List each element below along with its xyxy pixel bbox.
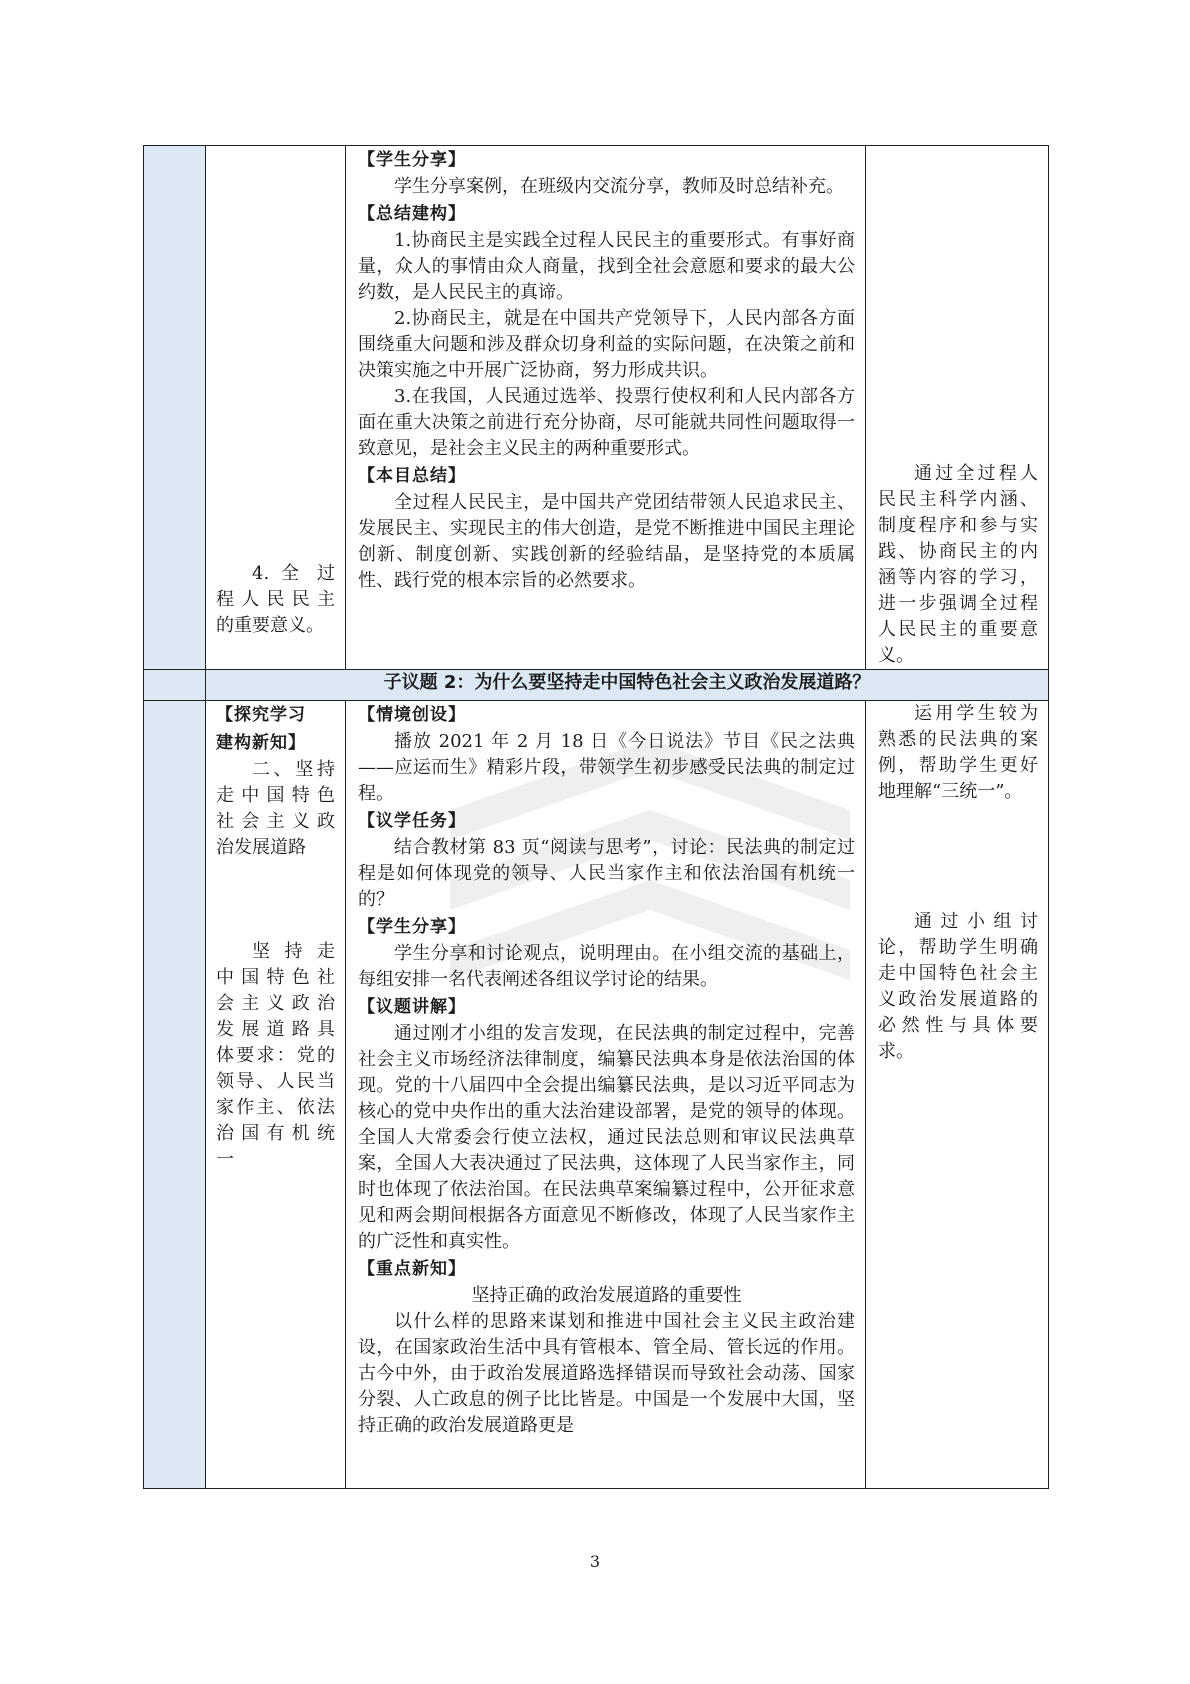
activity-cell xyxy=(346,701,866,1489)
lesson-plan-table xyxy=(143,145,1049,1489)
inquiry-heading: 建构新知】 xyxy=(216,733,306,753)
inquiry-heading: 【探究学习 xyxy=(216,705,306,725)
block-heading: 【议题讲解】 xyxy=(358,997,466,1017)
block-heading: 【情境创设】 xyxy=(358,705,466,725)
design-intent-text: 运用学生较为熟悉的民法典的案例，帮助学生更好地理解“三统一”。 xyxy=(878,703,1038,802)
focus-title: 坚持正确的政治发展道路的重要性 xyxy=(471,1285,742,1306)
table-row xyxy=(144,146,1049,670)
shaded-side-cell xyxy=(144,146,206,670)
block-heading: 【本目总结】 xyxy=(358,466,466,486)
paragraph: 通过刚才小组的发言发现，在民法典的制定过程中，完善社会主义市场经济法律制度，编纂民法典本身是依法治国的体现。党的十八届四中全会提出编纂民法典，是以习近平同志为核心的党中央作出的重大法治建设部署，是党的领导的体现。全国人大常委会行使立法权，通过民法总则和审议民法典草案，全国人大表决通过了民法典，这体现了人民当家作主，同时也体现了依法治国。在民法典草案编纂过程中，公开征求意见和两会期间根据各方面意见不断修改，体现了人民当家作主的广泛性和真实性。 xyxy=(358,1023,855,1252)
block-heading: 【学生分享】 xyxy=(358,150,466,170)
paragraph: 播放 2021 年 2 月 18 日《今日说法》节目《民之法典——应运而生》精彩片段，带领学生初步感受民法典的制定过程。 xyxy=(358,731,855,804)
page-number: 3 xyxy=(589,1552,601,1571)
subtopic-title: 子议题 2：为什么要坚持走中国特色社会主义政治发展道路？ xyxy=(206,670,1049,701)
topic-text: 4. 全 过 程人民民主 的重要意义。 xyxy=(216,563,335,636)
topic-requirements: 坚持走 中国特色社 会主义政治 发展道路具 体要求：党的 领导、人民当 家作主、依法 治国有机统 一 xyxy=(216,941,335,1170)
block-heading: 【总结建构】 xyxy=(358,204,466,224)
block-heading: 【重点新知】 xyxy=(358,1259,466,1279)
design-intent-text: 通过小组讨论，帮助学生明确走中国特色社会主义政治发展道路的必然性与具体要求。 xyxy=(878,911,1038,1062)
topic-title: 二、坚持 走中国特色 社会主义政 治发展道路 xyxy=(216,759,335,858)
block-heading: 【议学任务】 xyxy=(358,811,466,831)
topic-cell xyxy=(206,146,346,670)
paragraph: 2.协商民主，就是在中国共产党领导下，人民内部各方面围绕重大问题和涉及群众切身利益的实际问题，在决策之前和决策实施之中开展广泛协商，努力形成共识。 xyxy=(358,308,855,381)
shaded-side-cell xyxy=(144,670,206,701)
paragraph: 学生分享案例，在班级内交流分享，教师及时总结补充。 xyxy=(394,176,844,197)
block-heading: 【学生分享】 xyxy=(358,917,466,937)
design-intent-cell xyxy=(866,701,1049,1489)
paragraph: 结合教材第 83 页“阅读与思考”，讨论：民法典的制定过程是如何体现党的领导、人民当家作主和依法治国有机统一的？ xyxy=(358,837,855,910)
paragraph: 学生分享和讨论观点，说明理由。在小组交流的基础上，每组安排一名代表阐述各组议学讨论的结果。 xyxy=(358,943,855,990)
subtopic-row xyxy=(144,670,1049,701)
paragraph: 1.协商民主是实践全过程人民民主的重要形式。有事好商量，众人的事情由众人商量，找到全社会意愿和要求的最大公约数，是人民民主的真谛。 xyxy=(358,230,855,303)
paragraph: 全过程人民民主，是中国共产党团结带领人民追求民主、发展民主、实现民主的伟大创造，是党不断推进中国民主理论创新、制度创新、实践创新的经验结晶，是坚持党的本质属性、践行党的根本宗旨的必然要求。 xyxy=(358,492,855,591)
paragraph: 3.在我国，人民通过选举、投票行使权利和人民内部各方面在重大决策之前进行充分协商，尽可能就共同性问题取得一致意见，是社会主义民主的两种重要形式。 xyxy=(358,386,855,459)
topic-cell xyxy=(206,701,346,1489)
activity-cell xyxy=(346,146,866,670)
paragraph: 以什么样的思路来谋划和推进中国社会主义民主政治建设，在国家政治生活中具有管根本、管全局、管长远的作用。古今中外，由于政治发展道路选择错误而导致社会动荡、国家分裂、人亡政息的例子比比皆是。中国是一个发展中大国，坚持正确的政治发展道路更是 xyxy=(358,1311,855,1436)
design-intent-cell xyxy=(866,146,1049,670)
design-intent-text: 通过全过程人民民主科学内涵、制度程序和参与实践、协商民主的内涵等内容的学习，进一步强调全过程人民民主的重要意义。 xyxy=(878,463,1038,666)
table-row xyxy=(144,701,1049,1489)
shaded-side-cell xyxy=(144,701,206,1489)
